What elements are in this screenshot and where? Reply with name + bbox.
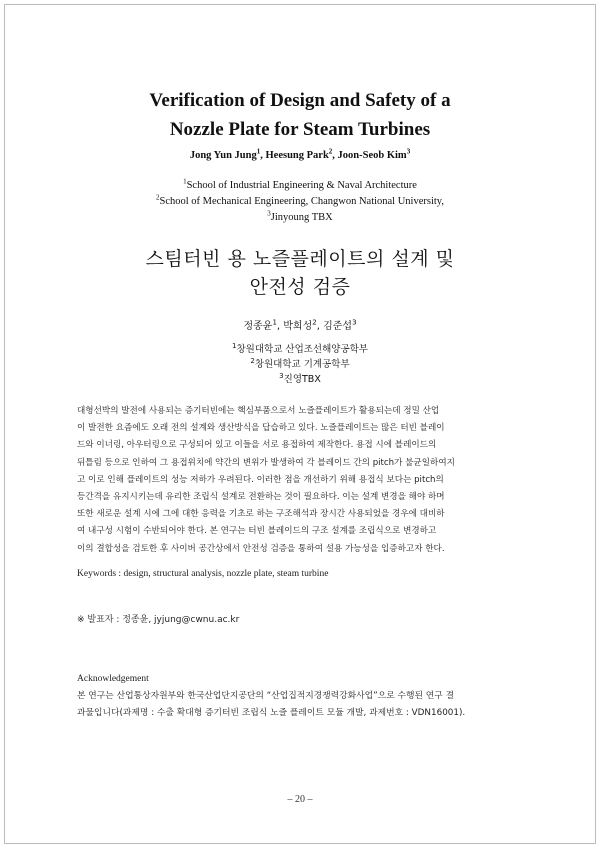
author-sup: 3	[406, 147, 411, 156]
author-name: Jong Yun Jung	[189, 150, 257, 161]
author-sup: 1	[256, 147, 261, 156]
korean-title	[40, 245, 560, 301]
affiliation-sup: 1	[232, 341, 237, 350]
acknowledgement-heading: Acknowledgement	[77, 674, 149, 684]
keywords: Keywords : design, structural analysis, nozzle plate, steam turbine	[77, 569, 329, 579]
affiliation-line	[40, 372, 560, 387]
english-affiliations	[40, 178, 560, 226]
author-separator: ,	[260, 150, 266, 161]
affiliation-text: 창원대학교 산업조선해양공학부	[236, 344, 368, 355]
author-name: 정종윤	[243, 321, 273, 332]
english-title	[40, 86, 560, 144]
affiliation-line	[40, 178, 560, 194]
affiliation-sup: 2	[250, 356, 255, 365]
acknowledgement-line: 과물입니다(과제명 : 수출 확대형 증기터빈 조립식 노즐 플레이트 모듈 개발, 과제번호 : VDN16001).	[77, 708, 466, 718]
affiliation-text: School of Industrial Engineering & Naval Architecture	[186, 180, 417, 191]
acknowledgement	[77, 671, 527, 722]
english-title-line-2: Nozzle Plate for Steam Turbines	[169, 119, 431, 140]
author-separator: ,	[332, 150, 338, 161]
abstract-line: 이 발전한 요즘에도 오래 전의 설계와 생산방식을 답습하고 있다. 노즐플레이트는 많은 터빈 블레이	[77, 423, 445, 434]
author-separator: ,	[316, 321, 324, 332]
author-sup: 2	[312, 318, 317, 327]
author-name: 김준섭	[323, 321, 353, 332]
abstract-line: 또한 새로운 설계 시에 그에 대한 응력을 기초로 하는 구조해석과 장시간 사용되었을 경우에 대비하	[77, 509, 445, 520]
english-authors	[40, 147, 560, 161]
presenter-note: ※ 발표자 : 정종윤, jyjung@cwnu.ac.kr	[77, 615, 240, 625]
affiliation-text: 창원대학교 기계공학부	[254, 359, 350, 370]
abstract-line: 대형선박의 발전에 사용되는 증기터빈에는 핵심부품으로서 노즐플레이트가 활용되는데 정밀 산업	[77, 406, 440, 416]
author-sup: 2	[328, 147, 333, 156]
author-name: 박희성	[283, 321, 313, 332]
korean-title-line-1: 스팀터빈 용 노즐플레이트의 설계 및	[145, 248, 455, 270]
affiliation-line	[40, 357, 560, 372]
author-separator: ,	[276, 321, 284, 332]
author-name: Joon-Seob Kim	[337, 150, 407, 161]
abstract-line: 여 내구성 시험이 수반되어야 한다. 본 연구는 터빈 블레이드의 구조 설계를 조립식으로 변경하고	[77, 526, 437, 537]
abstract-line: 이의 결합성을 검토한 후 사이버 공간상에서 안전성 검증을 통하여 설용 가능성을 입증하고자 한다.	[77, 543, 445, 554]
author-sup: 3	[352, 318, 357, 327]
affiliation-line	[40, 342, 560, 357]
abstract-line: 드와 이너링, 아우터링으로 구성되어 있고 이들을 서로 용접하여 제작한다. 용접 시에 블레이드의	[77, 440, 437, 451]
affiliation-sup: 3	[267, 209, 271, 218]
author-sup: 1	[272, 318, 277, 327]
abstract	[77, 403, 523, 558]
abstract-line: 고 이로 인해 플레이트의 성능 저하가 우려된다. 이러한 점을 개선하기 위해 용접식 보다는 pitch의	[77, 474, 444, 485]
page-number: – 20 –	[287, 794, 313, 805]
affiliation-text: Jinyoung TBX	[270, 212, 333, 223]
english-title-line-1: Verification of Design and Safety of a	[149, 90, 451, 111]
affiliation-sup: 1	[183, 177, 187, 186]
affiliation-line	[40, 210, 560, 226]
korean-title-line-2: 안전성 검증	[249, 276, 351, 298]
acknowledgement-line: 본 연구는 산업통상자원부와 한국산업단지공단의 “산업집적지경쟁력강화사업”으로 수행된 연구 결	[77, 691, 455, 701]
author-name: Heesung Park	[265, 150, 329, 161]
korean-affiliations	[40, 342, 560, 387]
affiliation-line	[40, 194, 560, 210]
abstract-line: 뒤틀림 등으로 인하여 그 용접위치에 약간의 변위가 발생하여 각 블레이드 간의 pitch가 불균일하여지	[77, 457, 455, 468]
korean-authors	[40, 317, 560, 332]
abstract-line: 등간격을 유지시키는데 유리한 조립식 설계로 전환하는 것이 필요하다. 이는 설계 변경을 해야 하며	[77, 492, 445, 503]
affiliation-sup: 3	[279, 371, 284, 380]
affiliation-text: 진영TBX	[283, 374, 321, 385]
affiliation-text: School of Mechanical Engineering, Changwon National University,	[159, 196, 444, 207]
affiliation-sup: 2	[156, 193, 160, 202]
